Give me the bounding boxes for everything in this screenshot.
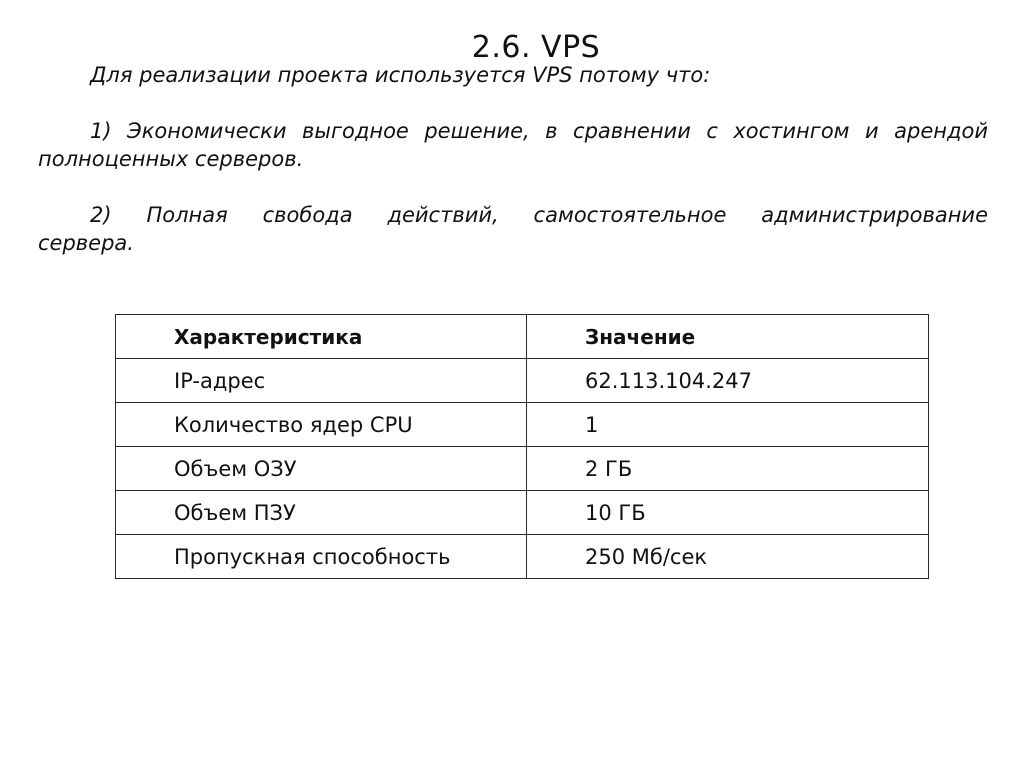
row-label: Объем ПЗУ [116, 491, 527, 535]
row-label: Объем ОЗУ [116, 447, 527, 491]
reason-item-1: 1) Экономически выгодное решение, в сравнении с хостингом и арендой полноценных серверов. [38, 119, 988, 171]
row-value: 250 Мб/сек [527, 535, 929, 579]
table-row [116, 403, 929, 447]
table-row [116, 359, 929, 403]
row-value: 2 ГБ [527, 447, 929, 491]
row-value: 1 [527, 403, 929, 447]
vps-spec-table [115, 314, 929, 579]
row-label: Пропускная способность [116, 535, 527, 579]
row-label: IP-адрес [116, 359, 527, 403]
header-value: Значение [527, 315, 929, 359]
row-value: 62.113.104.247 [527, 359, 929, 403]
table-row [116, 535, 929, 579]
header-characteristic: Характеристика [116, 315, 527, 359]
row-value: 10 ГБ [527, 491, 929, 535]
table-header-row [116, 315, 929, 359]
row-label: Количество ядер CPU [116, 403, 527, 447]
intro-paragraph: Для реализации проекта используется VPS потому что: [90, 63, 711, 87]
table-row [116, 491, 929, 535]
section-title: 2.6. VPS [471, 30, 601, 65]
table-row [116, 447, 929, 491]
reason-item-2: 2) Полная свобода действий, самостоятельное администрирование сервера. [38, 203, 988, 255]
